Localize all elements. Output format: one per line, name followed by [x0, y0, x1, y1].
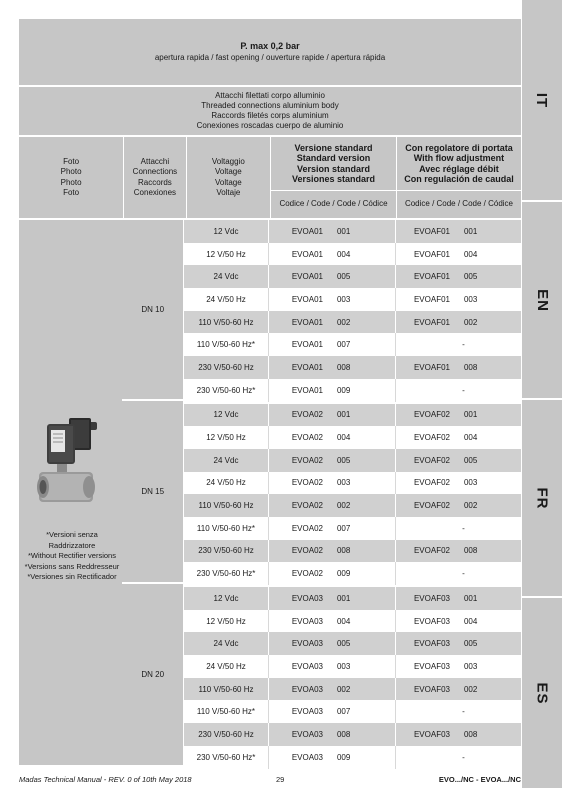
- foto-label: Photo: [60, 167, 82, 176]
- flow-suffix: 001: [463, 593, 478, 603]
- standard-suffix: 003: [336, 478, 351, 488]
- flow-code-cell: [396, 700, 521, 723]
- standard-code: EVOA02: [291, 478, 323, 488]
- standard-suffix: 002: [336, 684, 351, 694]
- table-row: [184, 746, 521, 769]
- voltage-cell: 110 V/50-60 Hz*: [196, 340, 256, 350]
- standard-suffix: 005: [336, 272, 351, 282]
- foto-label: Foto: [63, 188, 80, 197]
- voltage-cell: 12 V/50 Hz: [206, 249, 246, 259]
- standard-code: EVOA02: [291, 433, 323, 443]
- table-row: [184, 220, 521, 243]
- footer-page-number: 29: [276, 775, 285, 784]
- flow-suffix: 005: [463, 639, 478, 649]
- foto-label: Foto: [63, 156, 80, 166]
- flow-dash: -: [462, 385, 465, 395]
- standard-suffix: 009: [336, 569, 351, 579]
- note-line: *Versioni senza Raddrizzatore: [46, 530, 98, 550]
- flow-code: EVOAF01: [413, 294, 450, 304]
- flow-suffix: 008: [463, 729, 478, 739]
- flow-suffix: 002: [463, 684, 478, 694]
- flow-suffix: 004: [463, 433, 478, 443]
- voltage-cell: 12 V/50 Hz: [206, 433, 246, 443]
- voltage-cell: 110 V/50-60 Hz: [198, 501, 254, 511]
- standard-code: EVOA01: [291, 340, 323, 350]
- standard-code-cell: [269, 655, 395, 678]
- flow-code-cell: [396, 311, 521, 334]
- standard-suffix: 008: [336, 546, 351, 556]
- standard-code-cell: [269, 700, 395, 723]
- standard-code-cell: [269, 587, 395, 610]
- flow-code: EVOAF02: [413, 433, 450, 443]
- flow-code: EVOAF02: [413, 546, 450, 556]
- connections-column: [122, 220, 183, 769]
- data-rows: [184, 220, 521, 769]
- flow-code-cell: [396, 449, 521, 472]
- standard-code: EVOA02: [291, 523, 323, 533]
- body-line: Raccords filetés corps aluminium: [211, 111, 329, 120]
- standard-code-cell: [269, 379, 395, 402]
- table-row: [184, 655, 521, 678]
- standard-code: EVOA02: [291, 546, 323, 556]
- standard-suffix: 004: [336, 249, 351, 259]
- standard-suffix: 007: [336, 340, 351, 350]
- standard-code-cell: [269, 632, 395, 655]
- rectifier-note: [22, 530, 122, 583]
- voltage-cell: 230 V/50-60 Hz: [198, 729, 254, 739]
- standard-code-cell: [269, 243, 395, 266]
- flow-code: EVOAF02: [413, 478, 450, 488]
- flow-code-cell: [396, 333, 521, 356]
- flow-code-cell: [396, 472, 521, 495]
- standard-suffix: 008: [336, 729, 351, 739]
- flow-code-cell: [396, 288, 521, 311]
- table-row: [184, 540, 521, 563]
- standard-label: Version standard: [296, 163, 370, 174]
- standard-suffix: 001: [336, 226, 351, 236]
- flow-code: EVOAF01: [413, 272, 450, 282]
- flow-code-cell: [396, 243, 521, 266]
- standard-suffix: 009: [336, 752, 351, 762]
- standard-code: EVOA02: [291, 410, 323, 420]
- voltage-cell: 110 V/50-60 Hz*: [196, 707, 256, 717]
- note-line: *Versiones sin Rectificador: [27, 572, 117, 581]
- standard-code: EVOA03: [291, 729, 323, 739]
- table-row: [184, 587, 521, 610]
- flow-dash: -: [462, 752, 465, 762]
- standard-code: EVOA03: [291, 616, 323, 626]
- body-line: Threaded connections aluminium body: [201, 101, 339, 110]
- page-footer: [19, 775, 521, 787]
- voltage-cell: 24 V/50 Hz: [206, 478, 246, 488]
- standard-code-cell: [269, 404, 395, 427]
- standard-suffix: 007: [336, 707, 351, 717]
- foto-header: [19, 137, 123, 218]
- connections-label: Attacchi: [140, 156, 170, 166]
- flow-suffix: 005: [463, 272, 478, 282]
- voltage-label: Voltage: [214, 177, 242, 187]
- table-row: [184, 517, 521, 540]
- pressure-header: [19, 19, 521, 85]
- standard-suffix: 008: [336, 362, 351, 372]
- standard-code-cell: [269, 220, 395, 243]
- tab-fr[interactable]: [522, 400, 562, 596]
- pressure-title: P. max 0,2 bar: [240, 41, 300, 51]
- table-row: [184, 288, 521, 311]
- dn-15-cell: DN 15: [122, 401, 183, 582]
- standard-code-cell: [269, 426, 395, 449]
- flow-label: Con regolatore di portata: [405, 142, 513, 153]
- voltage-cell: 110 V/50-60 Hz: [198, 317, 254, 327]
- table-row: [184, 404, 521, 427]
- standard-code: EVOA01: [291, 226, 323, 236]
- standard-code: EVOA03: [291, 684, 323, 694]
- connections-label: Conexiones: [133, 188, 177, 197]
- standard-suffix: 004: [336, 433, 351, 443]
- flow-code-cell: [396, 746, 521, 769]
- flow-dash: -: [462, 707, 465, 717]
- flow-suffix: 003: [463, 661, 478, 671]
- flow-suffix: 005: [463, 455, 478, 465]
- voltage-cell: 24 V/50 Hz: [206, 661, 246, 671]
- voltage-cell: 24 Vdc: [213, 639, 239, 649]
- flow-suffix: 008: [463, 546, 478, 556]
- flow-code: EVOAF01: [413, 226, 450, 236]
- standard-code-cell: [269, 494, 395, 517]
- standard-code: EVOA02: [291, 455, 323, 465]
- voltage-label: Voltaje: [216, 188, 241, 197]
- standard-suffix: 004: [336, 616, 351, 626]
- voltage-header: [187, 137, 270, 218]
- voltage-label: Voltaggio: [211, 156, 245, 166]
- flow-label: Con regulación de caudal: [404, 174, 514, 184]
- table-row: [184, 700, 521, 723]
- standard-code: EVOA01: [291, 249, 323, 259]
- flow-label: Avec réglage débit: [419, 163, 499, 174]
- voltage-cell: 12 Vdc: [213, 593, 239, 603]
- footer-manual: Madas Technical Manual - REV. 0 of 10th May 2018: [19, 775, 192, 784]
- standard-version-header: [271, 137, 396, 218]
- flow-code: EVOAF03: [413, 684, 450, 694]
- table-row: [184, 562, 521, 585]
- body-line: Conexiones roscadas cuerpo de aluminio: [196, 121, 344, 130]
- table-row: [184, 723, 521, 746]
- table-row: [184, 678, 521, 701]
- flow-code-cell: [396, 426, 521, 449]
- table-row: [184, 426, 521, 449]
- flow-code: EVOAF03: [413, 616, 450, 626]
- standard-code-cell: [269, 333, 395, 356]
- standard-label: Versiones standard: [291, 174, 375, 184]
- flow-code-cell: [396, 632, 521, 655]
- flow-suffix: 001: [463, 226, 478, 236]
- connections-label: Raccords: [138, 177, 172, 187]
- note-line: *Without Rectifier versions: [28, 551, 116, 560]
- standard-code-label: Codice / Code / Code / Códice: [279, 199, 388, 209]
- connections-header: [124, 137, 186, 218]
- table-row: [184, 449, 521, 472]
- connections-label: Connections: [132, 167, 178, 176]
- standard-suffix: 001: [336, 593, 351, 603]
- standard-code-cell: [269, 517, 395, 540]
- standard-code: EVOA02: [291, 501, 323, 511]
- standard-code: EVOA01: [291, 362, 323, 372]
- standard-code: EVOA01: [291, 272, 323, 282]
- table-row: [184, 311, 521, 334]
- flow-code: EVOAF02: [413, 501, 450, 511]
- voltage-cell: 12 Vdc: [213, 226, 239, 236]
- flow-dash: -: [462, 523, 465, 533]
- standard-code-cell: [269, 610, 395, 633]
- standard-code-cell: [269, 678, 395, 701]
- flow-code-cell: [396, 494, 521, 517]
- flow-suffix: 002: [463, 501, 478, 511]
- standard-suffix: 009: [336, 385, 351, 395]
- tab-es[interactable]: [522, 598, 562, 788]
- tab-en[interactable]: [522, 202, 562, 398]
- flow-suffix: 004: [463, 249, 478, 259]
- table-row: [184, 333, 521, 356]
- flow-code: EVOAF03: [413, 639, 450, 649]
- flow-suffix: 008: [463, 362, 478, 372]
- table-row: [184, 356, 521, 379]
- flow-code-cell: [396, 265, 521, 288]
- flow-code: EVOAF03: [413, 729, 450, 739]
- table-row: [184, 632, 521, 655]
- flow-label: With flow adjustment: [413, 153, 505, 163]
- body-line: Attacchi filettati corpo alluminio: [215, 91, 325, 100]
- tab-en-label: EN: [533, 288, 551, 312]
- flow-suffix: 004: [463, 616, 478, 626]
- standard-code-cell: [269, 746, 395, 769]
- flow-code-label: Codice / Code / Code / Códice: [404, 199, 513, 209]
- standard-code-cell: [269, 723, 395, 746]
- solenoid-valve-image: [33, 410, 109, 510]
- flow-dash: -: [462, 340, 465, 350]
- flow-code-cell: [396, 610, 521, 633]
- standard-code: EVOA02: [291, 569, 323, 579]
- flow-code-cell: [396, 540, 521, 563]
- table-row: [184, 610, 521, 633]
- photo-cell: [19, 220, 122, 765]
- flow-code: EVOAF01: [413, 362, 450, 372]
- dn-10-cell: DN 10: [122, 220, 183, 399]
- standard-suffix: 001: [336, 410, 351, 420]
- voltage-cell: 230 V/50-60 Hz*: [196, 569, 256, 579]
- table-body: [19, 220, 521, 769]
- tab-it-label: IT: [533, 92, 551, 108]
- standard-code-cell: [269, 311, 395, 334]
- flow-code: EVOAF01: [413, 317, 450, 327]
- standard-code-cell: [269, 540, 395, 563]
- table-row: [184, 265, 521, 288]
- voltage-cell: 110 V/50-60 Hz*: [196, 523, 256, 533]
- standard-code-cell: [269, 562, 395, 585]
- standard-code: EVOA03: [291, 707, 323, 717]
- flow-suffix: 002: [463, 317, 478, 327]
- flow-code: EVOAF01: [413, 249, 450, 259]
- dn-20-cell: DN 20: [122, 584, 183, 765]
- standard-suffix: 003: [336, 294, 351, 304]
- note-line: *Versions sans Reddresseur: [24, 561, 120, 571]
- flow-code-cell: [396, 220, 521, 243]
- standard-code: EVOA03: [291, 593, 323, 603]
- flow-code-cell: [396, 562, 521, 585]
- voltage-cell: 24 Vdc: [213, 272, 239, 282]
- standard-code: EVOA03: [291, 639, 323, 649]
- flow-adjust-header: [397, 137, 521, 218]
- flow-code: EVOAF02: [413, 410, 450, 420]
- flow-suffix: 003: [463, 478, 478, 488]
- standard-code: EVOA01: [291, 294, 323, 304]
- flow-code: EVOAF03: [413, 661, 450, 671]
- standard-label: Standard version: [296, 153, 371, 163]
- standard-code-cell: [269, 265, 395, 288]
- table-row: [184, 379, 521, 402]
- standard-code-cell: [269, 288, 395, 311]
- standard-code: EVOA03: [291, 752, 323, 762]
- voltage-cell: 230 V/50-60 Hz*: [196, 385, 256, 395]
- flow-code-cell: [396, 587, 521, 610]
- voltage-cell: 12 Vdc: [213, 410, 239, 420]
- flow-code: EVOAF02: [413, 455, 450, 465]
- standard-code: EVOA03: [291, 661, 323, 671]
- tab-fr-label: FR: [533, 487, 551, 509]
- flow-suffix: 001: [463, 410, 478, 420]
- flow-code-cell: [396, 723, 521, 746]
- standard-suffix: 002: [336, 501, 351, 511]
- standard-code-cell: [269, 356, 395, 379]
- voltage-cell: 12 V/50 Hz: [206, 616, 246, 626]
- foto-label: Photo: [60, 177, 82, 187]
- standard-suffix: 002: [336, 317, 351, 327]
- flow-code-cell: [396, 356, 521, 379]
- flow-code: EVOAF03: [413, 593, 450, 603]
- opening-subtitle: apertura rapida / fast opening / ouverture rapide / apertura rápida: [154, 53, 386, 62]
- standard-label: Versione standard: [294, 142, 373, 153]
- table-row: [184, 472, 521, 495]
- tab-it[interactable]: [522, 0, 562, 200]
- standard-code-cell: [269, 472, 395, 495]
- standard-code: EVOA01: [291, 385, 323, 395]
- voltage-cell: 110 V/50-60 Hz: [198, 684, 254, 694]
- column-headers: [19, 137, 521, 218]
- voltage-cell: 24 Vdc: [213, 455, 239, 465]
- table-row: [184, 243, 521, 266]
- flow-code-cell: [396, 678, 521, 701]
- footer-model: EVO.../NC - EVOA.../NC: [438, 775, 521, 784]
- flow-code-cell: [396, 379, 521, 402]
- voltage-cell: 24 V/50 Hz: [206, 294, 246, 304]
- table-row: [184, 494, 521, 517]
- voltage-cell: 230 V/50-60 Hz: [198, 546, 254, 556]
- voltage-cell: 230 V/50-60 Hz: [198, 362, 254, 372]
- flow-code-cell: [396, 404, 521, 427]
- standard-suffix: 003: [336, 661, 351, 671]
- voltage-cell: 230 V/50-60 Hz*: [196, 752, 256, 762]
- standard-suffix: 005: [336, 455, 351, 465]
- voltage-label: Voltage: [214, 167, 242, 176]
- flow-code-cell: [396, 655, 521, 678]
- standard-code: EVOA01: [291, 317, 323, 327]
- language-tabs: [522, 0, 562, 788]
- flow-dash: -: [462, 569, 465, 579]
- standard-suffix: 007: [336, 523, 351, 533]
- standard-code-cell: [269, 449, 395, 472]
- flow-suffix: 003: [463, 294, 478, 304]
- standard-suffix: 005: [336, 639, 351, 649]
- body-material-header: [19, 87, 521, 135]
- tab-es-label: ES: [533, 681, 551, 705]
- product-table: [19, 19, 521, 769]
- flow-code-cell: [396, 517, 521, 540]
